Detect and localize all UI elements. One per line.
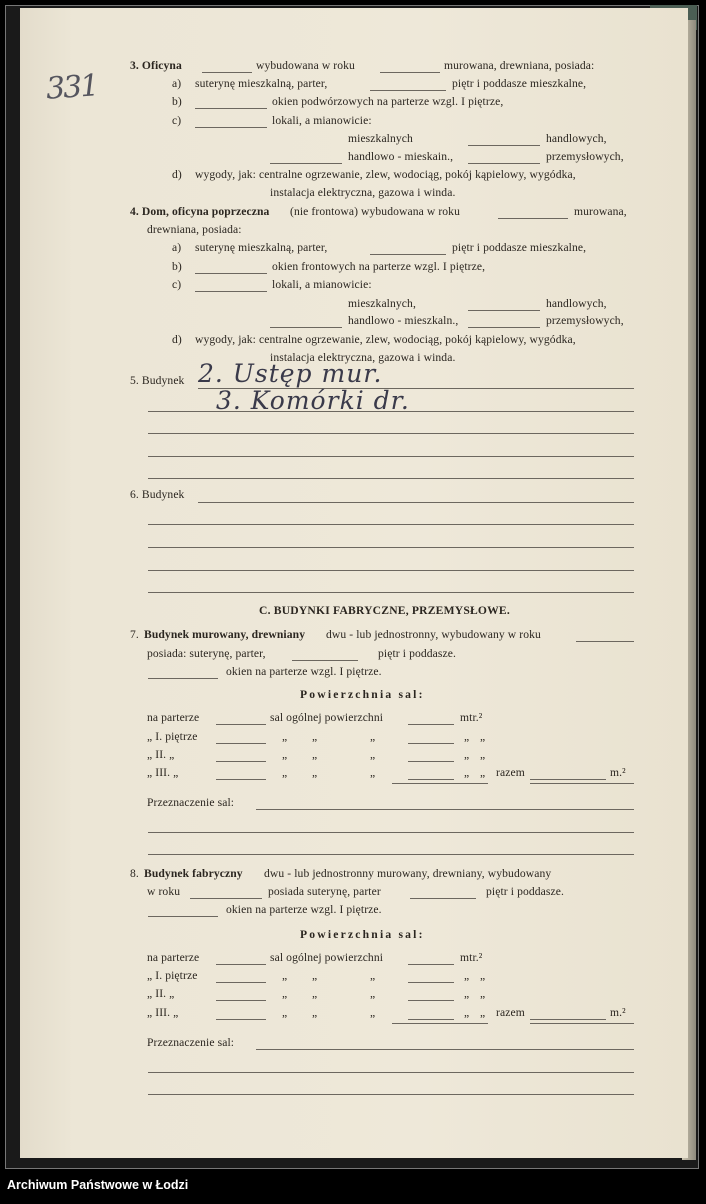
sec8-q: „	[282, 987, 288, 1000]
sec4-a-text: suterynę mieszkalną, parter,	[195, 241, 328, 254]
sec7-q: „	[370, 748, 376, 761]
sec4-c-label: c)	[172, 278, 182, 291]
sec8-l3: okien na parterze wzgl. I piętrze.	[226, 903, 382, 916]
sec8-q: „	[370, 969, 376, 982]
sec6-title: 6. Budynek	[130, 488, 185, 501]
sec3-c-text: lokali, a mianowicie:	[272, 114, 372, 127]
sec4-przemyslowych: przemysłowych,	[546, 314, 624, 327]
sec8-m2: m.²	[610, 1006, 626, 1019]
sec4-d-label: d)	[172, 333, 182, 346]
sec7-l2-b: piętr i poddasze.	[378, 647, 456, 660]
sec7-l1-rest: dwu - lub jednostronny, wybudowany w roku	[326, 628, 541, 641]
sec8-l1-rest: dwu - lub jednostronny murowany, drewniany, wybudowany	[264, 867, 552, 880]
sec8-title: Budynek fabryczny	[144, 867, 243, 880]
sec8-q: „	[312, 987, 318, 1000]
sec7-na-parterze: na parterze	[147, 711, 200, 724]
sec8-q: „	[480, 969, 486, 982]
sec7-q: „	[370, 766, 376, 779]
sec8-q: „	[312, 969, 318, 982]
sec4-l2: drewniana, posiada:	[147, 223, 242, 236]
sec7-q: „	[312, 730, 318, 743]
sec4-a-label: a)	[172, 241, 182, 254]
sec7-title: Budynek murowany, drewniany	[144, 628, 306, 641]
sec5-handwriting-2: 3. Komórki dr.	[216, 386, 410, 415]
sec4-handlowych: handlowych,	[546, 297, 607, 310]
sec7-row-ii: „ II. „	[147, 748, 175, 761]
sec8-q: „	[464, 969, 470, 982]
sec8-q: „	[480, 1006, 486, 1019]
sec4-title: 4. Dom, oficyna poprzeczna	[130, 205, 270, 218]
sec7-razem: razem	[496, 766, 525, 779]
sec8-row-iii: „ III. „	[147, 1006, 179, 1019]
sec8-q: „	[370, 987, 376, 1000]
sec8-pow-title: Powierzchnia sal:	[300, 928, 425, 941]
sec3-c-label: c)	[172, 114, 182, 127]
sec7-q: „	[312, 766, 318, 779]
sec4-b-label: b)	[172, 260, 182, 273]
sec4-mieszkalnych: mieszkalnych,	[348, 297, 416, 310]
sec7-l3: okien na parterze wzgl. I piętrze.	[226, 665, 382, 678]
archive-footer-label: Archiwum Państwowe w Łodzi	[7, 1178, 189, 1192]
sec3-b-text: okien podwórzowych na parterze wzgl. I piętrze,	[272, 95, 504, 108]
sec7-q: „	[282, 766, 288, 779]
sec5-title: 5. Budynek	[130, 374, 185, 387]
sec8-q: „	[312, 1006, 318, 1019]
sec3-d-text: wygody, jak: centralne ogrzewanie, zlew, wodociąg, pokój kąpielowy, wygódka,	[195, 168, 576, 181]
sec8-przeznaczenie: Przeznaczenie sal:	[147, 1036, 235, 1049]
sec7-q: „	[312, 748, 318, 761]
sec8-num: 8.	[130, 867, 139, 880]
sec3-d-label: d)	[172, 168, 182, 181]
sec7-l2-a: posiada: suterynę, parter,	[147, 647, 266, 660]
sec3-title: 3. Oficyna	[130, 59, 182, 72]
sec7-row-i: „ I. piętrze	[147, 730, 198, 743]
sec3-a-text: suterynę mieszkalną, parter,	[195, 77, 328, 90]
sec3-mieszkalnych: mieszkalnych	[348, 132, 413, 145]
sec7-num: 7.	[130, 628, 139, 641]
sec7-q: „	[480, 748, 486, 761]
sec7-sal-ogolnej: sal ogólnej powierzchni	[270, 711, 384, 724]
sec7-q: „	[464, 730, 470, 743]
sec3-handlowych: handlowych,	[546, 132, 607, 145]
sec3-handlowo: handlowo - mieskain.,	[348, 150, 454, 163]
sec4-l1-end: murowana,	[574, 205, 627, 218]
sec8-l2-b: posiada suterynę, parter	[268, 885, 381, 898]
sec4-d-text: wygody, jak: centralne ogrzewanie, zlew, wodociąg, pokój kąpielowy, wygódka,	[195, 333, 576, 346]
sec8-q: „	[282, 969, 288, 982]
sec8-row-ii: „ II. „	[147, 987, 175, 1000]
sec8-row-i: „ I. piętrze	[147, 969, 198, 982]
sec3-b-label: b)	[172, 95, 182, 108]
sec4-b-text: okien frontowych na parterze wzgl. I piętrze,	[272, 260, 486, 273]
sec7-q: „	[370, 730, 376, 743]
sec3-a-end: piętr i poddasze mieszkalne,	[452, 77, 587, 90]
sec5-handwriting-1: 2. Ustęp mur.	[198, 359, 383, 388]
sec7-q: „	[282, 730, 288, 743]
sec7-q: „	[282, 748, 288, 761]
sec7-row-iii: „ III. „	[147, 766, 179, 779]
form-page	[20, 8, 688, 1158]
sec4-handlowo: handlowo - mieszkaln.,	[348, 314, 459, 327]
sec8-q: „	[480, 987, 486, 1000]
sec8-q: „	[464, 1006, 470, 1019]
sec8-q: „	[282, 1006, 288, 1019]
sec7-mtr: mtr.²	[460, 711, 483, 724]
sec3-a-label: a)	[172, 77, 182, 90]
sec4-l1-rest: (nie frontowa) wybudowana w roku	[290, 205, 460, 218]
sec8-mtr: mtr.²	[460, 951, 483, 964]
sec4-d-text2: instalacja elektryczna, gazowa i winda.	[270, 351, 456, 364]
handwritten-page-number: 331	[44, 68, 99, 107]
sec8-l2-a: w roku	[147, 885, 181, 898]
sec8-l2-c: piętr i poddasze.	[486, 885, 564, 898]
sec7-m2: m.²	[610, 766, 626, 779]
sec8-sal-ogolnej: sal ogólnej powierzchni	[270, 951, 384, 964]
sec7-q: „	[464, 748, 470, 761]
sec3-d-text2: instalacja elektryczna, gazowa i winda.	[270, 186, 456, 199]
sec3-l1-end: murowana, drewniana, posiada:	[444, 59, 595, 72]
sec7-q: „	[480, 766, 486, 779]
sec7-q: „	[464, 766, 470, 779]
sec7-pow-title: Powierzchnia sal:	[300, 688, 425, 701]
sec7-q: „	[480, 730, 486, 743]
sec3-przemyslowych: przemysłowych,	[546, 150, 624, 163]
sec4-a-end: piętr i poddasze mieszkalne,	[452, 241, 587, 254]
sec4-c-text: lokali, a mianowicie:	[272, 278, 372, 291]
sec8-q: „	[370, 1006, 376, 1019]
sec8-q: „	[464, 987, 470, 1000]
section-c-heading: C. BUDYNKI FABRYCZNE, PRZEMYSŁOWE.	[259, 604, 510, 617]
sec8-razem: razem	[496, 1006, 525, 1019]
sec7-przeznaczenie: Przeznaczenie sal:	[147, 796, 235, 809]
sec8-na-parterze: na parterze	[147, 951, 200, 964]
sec3-l1-mid: wybudowana w roku	[256, 59, 355, 72]
